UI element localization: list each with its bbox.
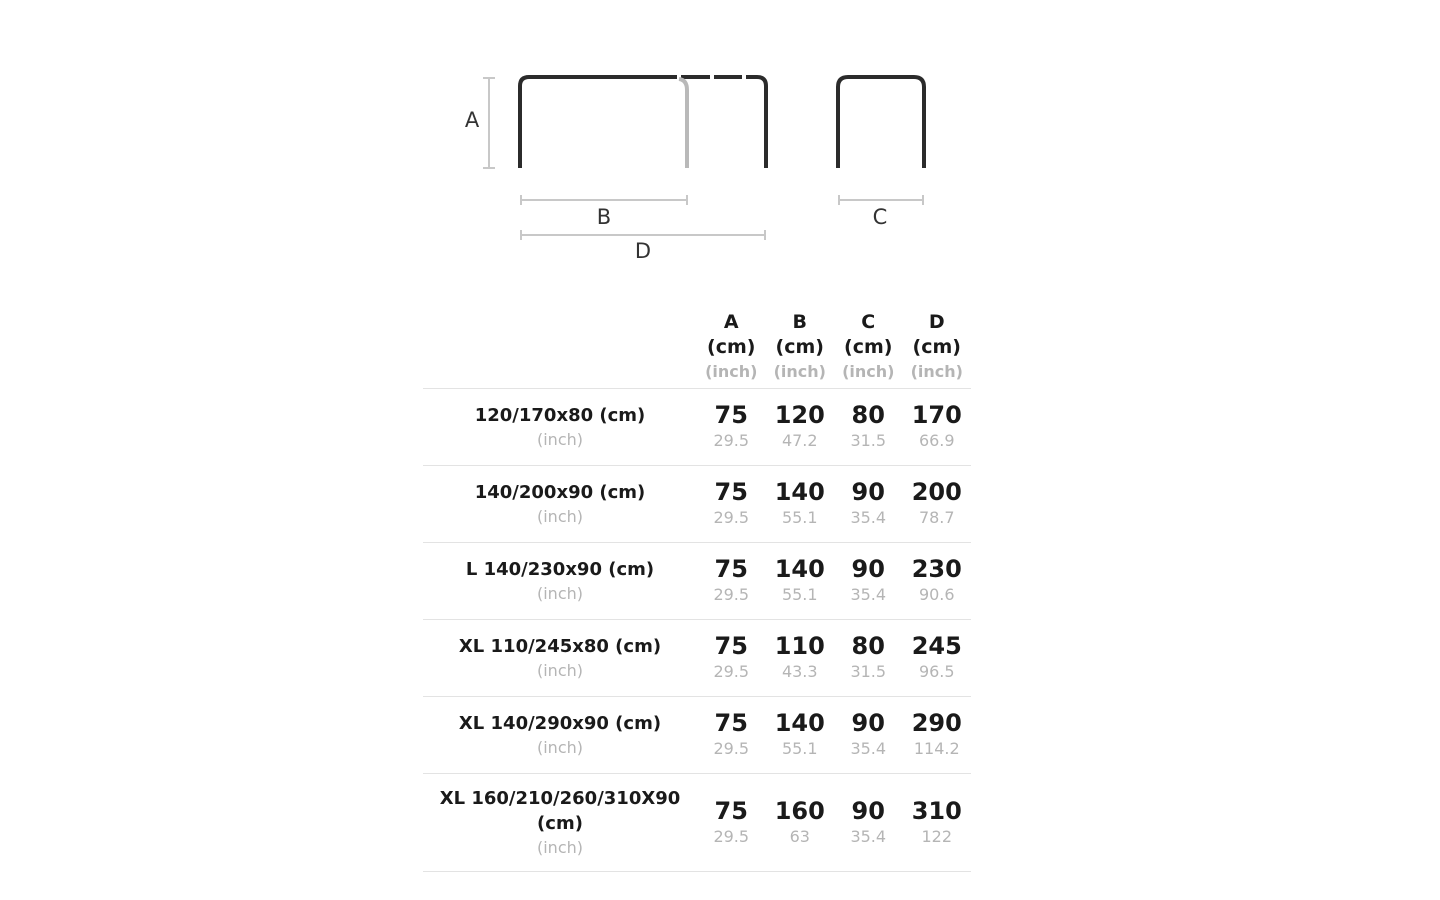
dimension-c-line bbox=[839, 195, 923, 205]
value-cell-c bbox=[834, 543, 903, 620]
dimensions-table bbox=[423, 306, 971, 872]
value-cm: 75 bbox=[714, 401, 748, 429]
dimension-a-line bbox=[483, 78, 495, 168]
value-cm: 120 bbox=[774, 401, 825, 429]
model-cell bbox=[423, 620, 697, 697]
value-inch: 63 bbox=[789, 826, 810, 846]
model-cell bbox=[423, 466, 697, 543]
model-cell bbox=[423, 774, 697, 872]
header-letter: D bbox=[928, 311, 945, 333]
model-inch-unit: (inch) bbox=[536, 429, 583, 449]
header-inch-unit: (inch) bbox=[842, 362, 895, 381]
value-inch: 114.2 bbox=[913, 739, 960, 758]
value-cell-c bbox=[834, 389, 903, 466]
model-cell bbox=[423, 543, 697, 620]
value-cell-b bbox=[766, 697, 835, 774]
value-inch: 47.2 bbox=[781, 431, 818, 450]
table-row bbox=[423, 389, 971, 466]
value-cell-c bbox=[834, 620, 903, 697]
value-cm: 140 bbox=[774, 478, 825, 506]
value-inch: 29.5 bbox=[713, 739, 750, 758]
header-inch-unit: (inch) bbox=[705, 362, 758, 381]
value-cell-d bbox=[903, 774, 972, 872]
value-inch: 35.4 bbox=[850, 508, 887, 527]
value-cell-b bbox=[766, 466, 835, 543]
value-inch: 122 bbox=[921, 826, 953, 846]
value-cm: 75 bbox=[714, 632, 748, 660]
value-cell-d bbox=[903, 389, 972, 466]
value-cell-b bbox=[766, 543, 835, 620]
header-letter: B bbox=[792, 311, 807, 333]
front-view-frame bbox=[520, 77, 766, 168]
value-inch: 29.5 bbox=[713, 431, 750, 450]
value-cm: 80 bbox=[851, 401, 885, 429]
model-cell bbox=[423, 389, 697, 466]
table-dimensions-diagram bbox=[0, 0, 1440, 290]
model-name: XL 110/245x80 (cm) bbox=[458, 635, 662, 657]
value-cell-a bbox=[697, 697, 766, 774]
value-inch: 29.5 bbox=[713, 826, 750, 846]
value-cm: 110 bbox=[774, 632, 825, 660]
value-cell-d bbox=[903, 466, 972, 543]
value-cell-b bbox=[766, 389, 835, 466]
value-cm: 140 bbox=[774, 555, 825, 583]
value-inch: 31.5 bbox=[850, 431, 887, 450]
value-cm: 90 bbox=[851, 709, 885, 737]
header-inch-unit: (inch) bbox=[773, 362, 826, 381]
dimension-b-line bbox=[521, 195, 687, 205]
header-cm-unit: (cm) bbox=[912, 336, 961, 358]
value-cm: 290 bbox=[911, 709, 962, 737]
value-inch: 55.1 bbox=[781, 585, 818, 604]
model-inch-unit: (inch) bbox=[536, 660, 583, 680]
value-inch: 55.1 bbox=[781, 739, 818, 758]
value-cell-a bbox=[697, 466, 766, 543]
header-cm-unit: (cm) bbox=[707, 336, 756, 358]
value-cell-b bbox=[766, 620, 835, 697]
model-name: L 140/230x90 (cm) bbox=[465, 558, 655, 580]
header-cm-unit: (cm) bbox=[844, 336, 893, 358]
model-cell bbox=[423, 697, 697, 774]
value-cm: 75 bbox=[714, 796, 748, 825]
closed-length-leg bbox=[679, 79, 687, 168]
value-inch: 29.5 bbox=[713, 508, 750, 527]
value-inch: 96.5 bbox=[918, 662, 955, 681]
value-cm: 90 bbox=[851, 555, 885, 583]
model-name: XL 140/290x90 (cm) bbox=[458, 712, 662, 734]
model-inch-unit: (inch) bbox=[536, 583, 583, 603]
value-inch: 55.1 bbox=[781, 508, 818, 527]
value-cell-a bbox=[697, 620, 766, 697]
value-cm: 140 bbox=[774, 709, 825, 737]
value-cm: 160 bbox=[774, 796, 825, 825]
value-cm: 310 bbox=[911, 796, 962, 825]
header-a bbox=[697, 306, 766, 389]
header-d bbox=[903, 306, 972, 389]
value-cell-c bbox=[834, 697, 903, 774]
model-inch-unit: (inch) bbox=[536, 737, 583, 757]
dimension-d-label: D bbox=[634, 239, 652, 263]
value-cm: 80 bbox=[851, 632, 885, 660]
table-row bbox=[423, 620, 971, 697]
value-cell-d bbox=[903, 543, 972, 620]
value-cm: 245 bbox=[911, 632, 962, 660]
model-inch-unit: (inch) bbox=[536, 506, 583, 526]
value-inch: 35.4 bbox=[850, 739, 887, 758]
value-inch: 29.5 bbox=[713, 662, 750, 681]
dimension-c-label: C bbox=[872, 205, 888, 229]
model-name: 140/200x90 (cm) bbox=[474, 481, 646, 503]
table-row bbox=[423, 543, 971, 620]
value-inch: 66.9 bbox=[918, 431, 955, 450]
dimension-a-label: A bbox=[464, 108, 480, 132]
model-name: XL 160/210/260/310X90 (cm) bbox=[439, 787, 681, 834]
value-cm: 230 bbox=[911, 555, 962, 583]
dimension-b-label: B bbox=[596, 205, 612, 229]
value-cell-d bbox=[903, 697, 972, 774]
dimensions-table-container bbox=[423, 306, 971, 872]
table-row bbox=[423, 697, 971, 774]
value-inch: 35.4 bbox=[850, 826, 887, 846]
value-inch: 35.4 bbox=[850, 585, 887, 604]
value-inch: 43.3 bbox=[781, 662, 818, 681]
value-cm: 75 bbox=[714, 478, 748, 506]
header-b bbox=[766, 306, 835, 389]
model-inch-unit: (inch) bbox=[536, 837, 583, 857]
table-row bbox=[423, 774, 971, 872]
header-inch-unit: (inch) bbox=[910, 362, 963, 381]
header-cm-unit: (cm) bbox=[775, 336, 824, 358]
value-cm: 75 bbox=[714, 555, 748, 583]
value-cm: 90 bbox=[851, 478, 885, 506]
model-name: 120/170x80 (cm) bbox=[474, 404, 646, 426]
value-cm: 200 bbox=[911, 478, 962, 506]
value-cell-a bbox=[697, 543, 766, 620]
table-header-row bbox=[423, 306, 971, 389]
header-c bbox=[834, 306, 903, 389]
value-cell-c bbox=[834, 774, 903, 872]
side-view-frame bbox=[838, 77, 924, 168]
value-inch: 90.6 bbox=[918, 585, 955, 604]
value-cell-d bbox=[903, 620, 972, 697]
value-inch: 78.7 bbox=[918, 508, 955, 527]
value-cell-b bbox=[766, 774, 835, 872]
value-cm: 170 bbox=[911, 401, 962, 429]
value-cell-a bbox=[697, 389, 766, 466]
header-model-cell bbox=[423, 306, 697, 389]
table-row bbox=[423, 466, 971, 543]
value-cell-c bbox=[834, 466, 903, 543]
value-inch: 31.5 bbox=[850, 662, 887, 681]
value-cm: 90 bbox=[851, 796, 885, 825]
header-letter: C bbox=[861, 311, 876, 333]
value-cm: 75 bbox=[714, 709, 748, 737]
value-inch: 29.5 bbox=[713, 585, 750, 604]
header-letter: A bbox=[723, 311, 739, 333]
value-cell-a bbox=[697, 774, 766, 872]
